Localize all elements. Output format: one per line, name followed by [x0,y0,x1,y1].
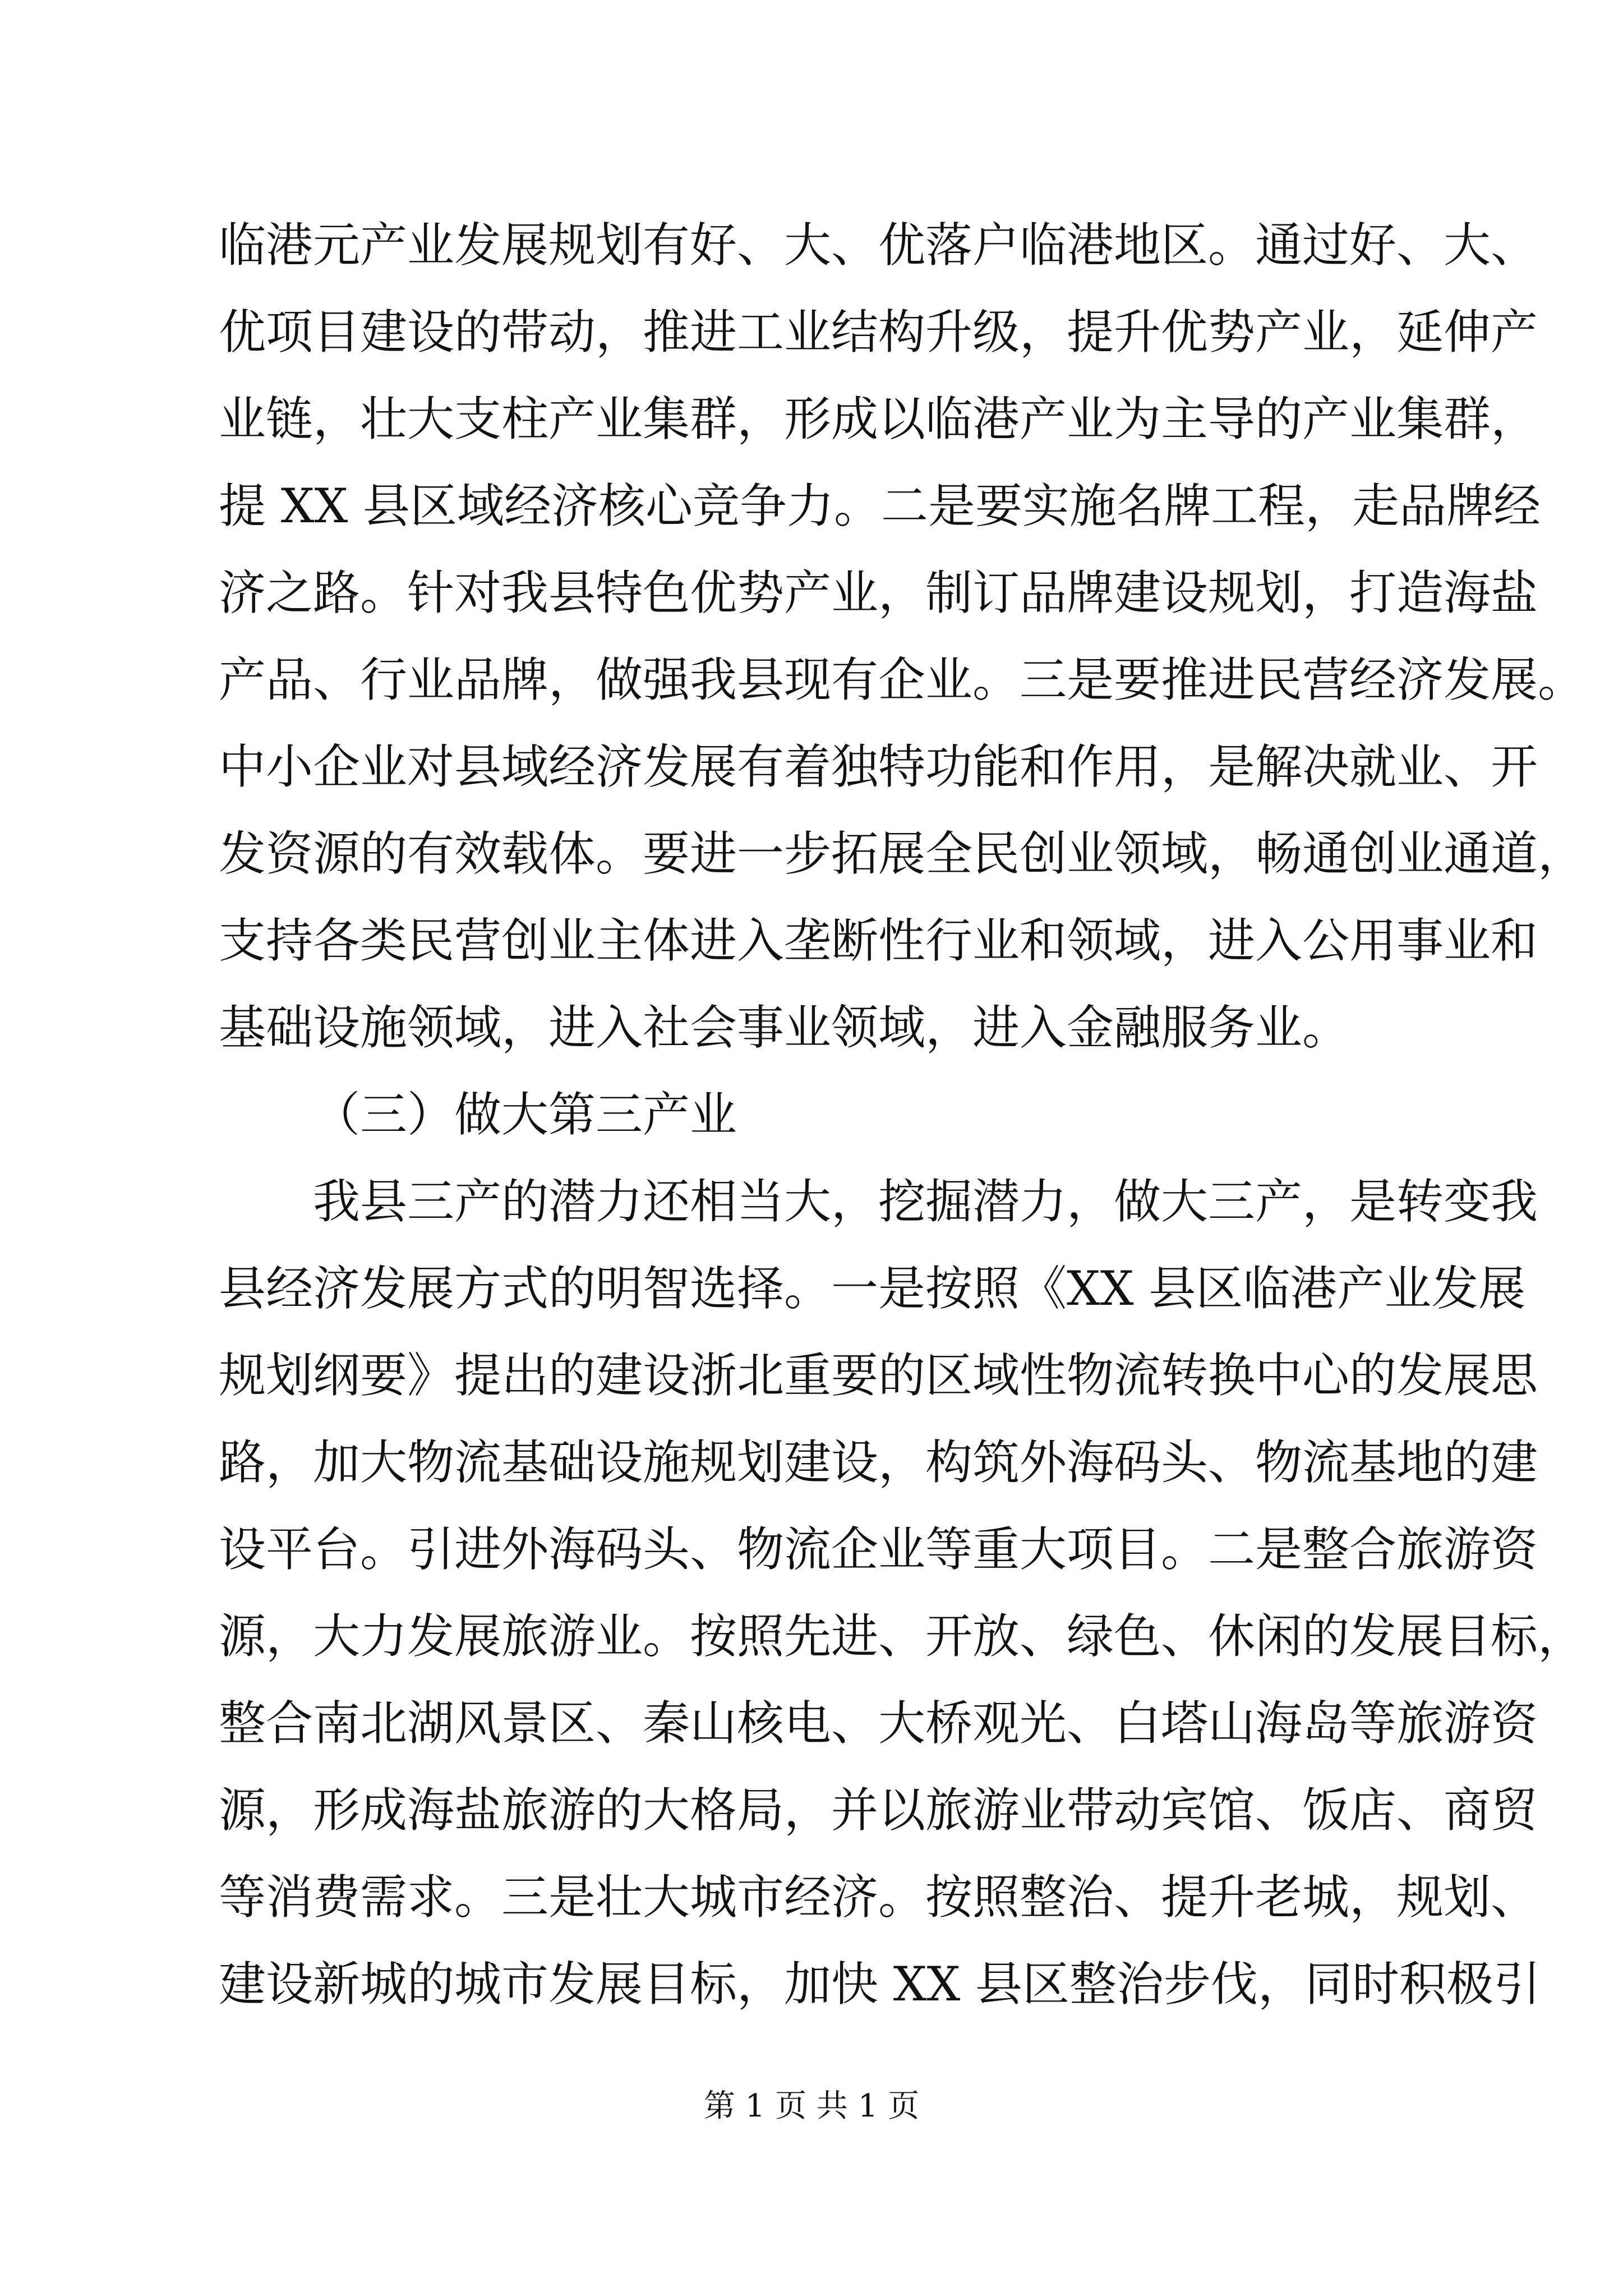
paragraph-line: 源，大力发展旅游业。按照先进、开放、绿色、休闲的发展目标， [219,1609,1585,1664]
paragraph-line: 我县三产的潜力还相当大，挖掘潜力，做大三产，是转变我 [313,1174,1538,1229]
paragraph-line: 产品、行业品牌，做强我县现有企业。三是要推进民营经济发展。 [219,652,1585,707]
document-body [219,202,1585,2028]
paragraph-line: 业链，壮大支柱产业集群，形成以临港产业为主导的产业集群， [219,392,1538,447]
paragraph-line: 提 XX 县区域经济核心竞争力。二是要实施名牌工程，走品牌经 [219,478,1541,533]
paragraph-line: 设平台。引进外海码头、物流企业等重大项目。二是整合旅游资 [219,1522,1538,1577]
section-heading: （三）做大第三产业 [313,1087,737,1142]
paragraph-line: 整合南北湖风景区、秦山核电、大桥观光、白塔山海岛等旅游资 [219,1696,1538,1751]
paragraph-line: 中小企业对县域经济发展有着独特功能和作用，是解决就业、开 [219,739,1538,794]
paragraph-line: 济之路。针对我县特色优势产业，制订品牌建设规划，打造海盐 [219,565,1538,620]
paragraph-line: 规划纲要》提出的建设浙北重要的区域性物流转换中心的发展思 [219,1348,1538,1403]
paragraph-line: 基础设施领域，进入社会事业领域，进入金融服务业。 [219,1000,1350,1055]
paragraph-line: 等消费需求。三是壮大城市经济。按照整治、提升老城，规划、 [219,1870,1538,1925]
paragraph-line: 优项目建设的带动，推进工业结构升级，提升优势产业，延伸产 [219,305,1538,360]
paragraph-line: 源，形成海盐旅游的大格局，并以旅游业带动宾馆、饭店、商贸 [219,1783,1538,1838]
page-number-footer: 第 1 页 共 1 页 [703,2088,920,2124]
paragraph-line: 路，加大物流基础设施规划建设，构筑外海码头、物流基地的建 [219,1435,1538,1490]
paragraph-line: 县经济发展方式的明智选择。一是按照《XX 县区临港产业发展 [219,1261,1526,1316]
paragraph-line: 发资源的有效载体。要进一步拓展全民创业领域，畅通创业通道， [219,826,1585,881]
paragraph-line: 建设新城的城市发展目标，加快 XX 县区整治步伐，同时积极引 [219,1957,1541,2012]
paragraph-line: 支持各类民营创业主体进入垄断性行业和领域，进入公用事业和 [219,913,1538,968]
paragraph-line: 临港元产业发展规划有好、大、优落户临港地区。通过好、大、 [219,218,1538,273]
